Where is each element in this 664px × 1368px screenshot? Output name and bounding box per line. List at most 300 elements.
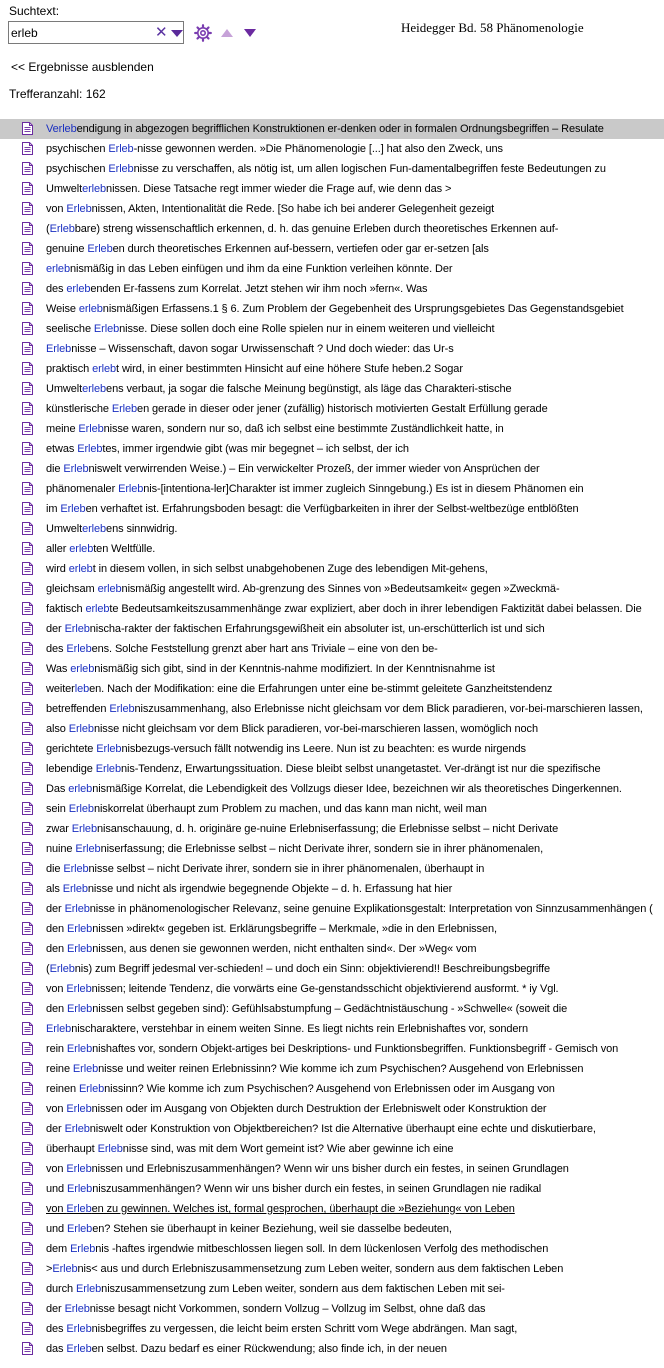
result-text-before: psychischen (46, 143, 109, 155)
result-text-before: wird (46, 563, 69, 575)
document-icon (22, 222, 33, 235)
result-row[interactable] (0, 559, 664, 579)
result-row[interactable] (0, 1299, 664, 1319)
result-row[interactable] (0, 579, 664, 599)
result-row[interactable] (0, 1099, 664, 1119)
result-text-after: niserfassung; die Erlebnisse selbst – nicht Derivate ihrer, sondern sie in ihrer phänomenalen, (100, 843, 544, 855)
result-text-after: nismäßig angestellt wird. Ab-grenzung des Sinnes von »Bedeutsamkeit« gegen »Zweckmä- (121, 583, 560, 595)
result-row[interactable] (0, 919, 664, 939)
result-text-before: faktisch (46, 603, 86, 615)
document-icon (22, 742, 33, 755)
search-hit: Erleb (64, 623, 90, 635)
result-text-after: ens sinnwidrig. (106, 523, 178, 535)
result-text-after: nis) zum Begriff jedesmal ver-schieden! – und doch ein Sinn: objektivierend!! Beschreibungsbegriffe (74, 963, 550, 975)
search-hit: erleb (85, 603, 110, 615)
document-icon (22, 602, 33, 615)
search-hit: Erleb (64, 903, 90, 915)
search-hit: Erleb (67, 1183, 93, 1195)
result-text-after: nismäßige Korrelat, die Lebendigkeit des Vollzugs dieser Idee, bezeichnen wir als theoretisches Dingerkennen. (92, 783, 622, 795)
result-text-before: rein (46, 1043, 67, 1055)
result-text-after: en. Nach der Modifikation: eine die Erfahrungen unter eine be-stimmt geleitete Ganzheitstendenz (89, 683, 553, 695)
result-row[interactable] (0, 319, 664, 339)
document-icon (22, 722, 33, 735)
hit-count: Trefferanzahl: 162 (9, 87, 106, 101)
result-text (46, 483, 584, 495)
search-hit: erleb (66, 283, 91, 295)
search-hit: Erleb (78, 423, 104, 435)
search-hit: Erleb (96, 743, 122, 755)
result-text-after: nisse nicht gleichsam vor dem Blick paradieren, vor-bei-marschieren lassen, womöglich noch (93, 723, 538, 735)
result-text-after: nisse und weiter reinen Erlebnissinn? Wie komme ich zum Psychischen? Ausgehend von Erlebnissen (98, 1063, 584, 1075)
result-row[interactable] (0, 1119, 664, 1139)
result-row[interactable] (0, 479, 664, 499)
result-text (46, 803, 487, 815)
result-text (46, 1343, 447, 1355)
search-hit: Erleb (108, 143, 134, 155)
result-text-before: von (46, 1203, 67, 1215)
result-text (46, 1323, 517, 1335)
document-icon (22, 1022, 33, 1035)
result-row[interactable] (0, 819, 664, 839)
document-icon (22, 882, 33, 895)
result-text-before: von (46, 983, 67, 995)
result-row[interactable] (0, 1199, 664, 1219)
result-text-after: nishaftes vor, sondern Objekt-artiges bei Deskriptions- und Funktionsbegriffen. Funktionsbegriff - Gemisch von (92, 1043, 619, 1055)
result-row[interactable] (0, 619, 664, 639)
result-text (46, 263, 452, 275)
search-hit: Verleb (46, 123, 77, 135)
document-icon (22, 382, 33, 395)
result-text-before: genuine (46, 243, 88, 255)
search-hit: Erleb (111, 403, 138, 415)
result-row[interactable] (0, 659, 664, 679)
search-hit: Erleb (67, 923, 93, 935)
document-icon (22, 762, 33, 775)
result-text-after: nischaraktere, verstehbar in einem weiten Sinne. Es liegt nichts rein Erlebnishaftes vor, sondern (71, 1023, 529, 1035)
search-hit: Erleb (67, 1003, 93, 1015)
result-text (46, 143, 503, 155)
result-text-after: nis< aus und durch Erlebniszusammensetzung zum Leben weiter, sondern aus dem faktischen Leben (77, 1263, 564, 1275)
result-row[interactable] (0, 719, 664, 739)
result-text-after: nisse sind, was mit dem Wort gemeint ist? Wie aber gewinne ich eine (122, 1143, 454, 1155)
result-text (46, 843, 543, 855)
result-text-after: t wird, in einer bestimmten Hinsicht auf eine höhere Stufe heben.2 Sogar (116, 363, 463, 375)
result-row[interactable] (0, 139, 664, 159)
result-text (46, 423, 504, 435)
result-row[interactable] (0, 999, 664, 1019)
search-hit: Erleb (77, 443, 103, 455)
result-text-before: also (46, 723, 69, 735)
search-input[interactable] (11, 24, 151, 41)
result-row[interactable] (0, 339, 664, 359)
result-text-before: reine (46, 1063, 73, 1075)
search-hit: Erleb (68, 803, 94, 815)
result-text-after: niszusammenhängen? Wenn wir uns bisher durch ein festes, in seinen Grundlagen nie radikal (92, 1183, 542, 1195)
document-icon (22, 842, 33, 855)
result-text-before: und (46, 1223, 68, 1235)
result-row[interactable] (0, 159, 664, 179)
search-hit: Erleb (49, 223, 75, 235)
close-icon[interactable]: ✕ (155, 24, 168, 41)
results-list[interactable] (0, 119, 664, 1359)
result-text-after: -nisse gewonnen werden. »Die Phänomenologie [...] hat also den Zweck, uns (133, 143, 503, 155)
result-row[interactable] (0, 599, 664, 619)
document-icon (22, 442, 33, 455)
result-row[interactable] (0, 399, 664, 419)
result-text-before: der (46, 1123, 65, 1135)
result-text-before: etwas (46, 443, 78, 455)
result-row[interactable] (0, 379, 664, 399)
document-icon (22, 302, 33, 315)
result-text-after: en selbst. Dazu bedarf es einer Rückwendung; also finde ich, in der neuen (91, 1343, 447, 1355)
search-hit: Erleb (67, 1223, 93, 1235)
result-row[interactable] (0, 699, 664, 719)
search-hit: leb (74, 683, 90, 695)
result-row[interactable] (0, 1339, 664, 1359)
search-hit: Erleb (71, 823, 97, 835)
result-text (46, 623, 545, 635)
result-text (46, 1143, 453, 1155)
result-row[interactable] (0, 859, 664, 879)
result-text-before: der (46, 1303, 65, 1315)
result-row[interactable] (0, 1219, 664, 1239)
result-text-before: ( (46, 223, 50, 235)
result-text-after: nisse in phänomenologischer Relevanz, seine genuine Explikationsgestalt: Interpretation von Sinnzusammenhängen ( (89, 903, 653, 915)
result-text-before: den (46, 943, 68, 955)
search-hit: erleb (68, 563, 93, 575)
result-text-after: t in diesem vollen, in sich selbst unabgehobenen Zuge des lebendigen Mit-gehens, (92, 563, 488, 575)
result-text (46, 1303, 485, 1315)
search-hit: erleb (70, 663, 95, 675)
document-icon (22, 1122, 33, 1135)
search-hit: Erleb (118, 483, 144, 495)
result-text-before: die (46, 463, 64, 475)
result-text-after: nisse waren, sondern nur so, daß ich selbst eine bestimmte Zuständlichkeit hatte, in (103, 423, 504, 435)
result-text-before: künstlerische (46, 403, 112, 415)
search-hit: Erleb (108, 163, 134, 175)
search-hit: Erleb (49, 963, 75, 975)
result-text-before: > (46, 1263, 53, 1275)
search-hit: Erleb (66, 1163, 92, 1175)
result-text-before: von (46, 203, 67, 215)
result-text-after: nissen. Diese Tatsache regt immer wieder die Frage auf, wie denn das > (106, 183, 452, 195)
result-text-before: Was (46, 663, 71, 675)
result-text-after: enden Er-fassens zum Korrelat. Jetzt stehen wir ihm noch »fern«. Was (90, 283, 428, 295)
result-text (46, 243, 489, 255)
result-text-before: des (46, 1323, 67, 1335)
document-icon (22, 1082, 33, 1095)
result-text-before: lebendige (46, 763, 96, 775)
search-hit: erleb (78, 303, 103, 315)
document-icon (22, 1062, 33, 1075)
search-hit: Erleb (68, 723, 94, 735)
result-row[interactable] (0, 1019, 664, 1039)
result-text-before: Umwelt (46, 183, 83, 195)
result-text-after: nisse selbst – nicht Derivate ihrer, sondern sie in ihrer phänomenalen, überhaupt in (88, 863, 485, 875)
result-row[interactable] (0, 1139, 664, 1159)
document-icon (22, 542, 33, 555)
result-text-after: nissinn? Wie komme ich zum Psychischen? Ausgehend von Erlebnissen oder im Ausgang von (104, 1083, 555, 1095)
document-icon (22, 122, 33, 135)
result-row[interactable] (0, 879, 664, 899)
document-icon (22, 262, 33, 275)
document-icon (22, 1282, 33, 1295)
result-text-after: en durch theoretisches Erkennen auf-bessern, vertiefen oder gar er-setzen [als (112, 243, 489, 255)
document-icon (22, 462, 33, 475)
result-row[interactable] (0, 419, 664, 439)
result-text-before: sein (46, 803, 69, 815)
result-text (46, 343, 454, 355)
result-text-before: phänomenaler (46, 483, 119, 495)
result-row[interactable] (0, 1279, 664, 1299)
result-text-before: Weise (46, 303, 79, 315)
result-text-before: Umwelt (46, 383, 83, 395)
document-icon (22, 202, 33, 215)
result-text-before: gleichsam (46, 583, 98, 595)
document-icon (22, 1162, 33, 1175)
document-icon (22, 642, 33, 655)
document-icon (22, 482, 33, 495)
document-icon (22, 582, 33, 595)
search-hit: erleb (97, 583, 122, 595)
result-row[interactable] (0, 1079, 664, 1099)
result-text-after: nisse – Wissenschaft, davon sogar Urwissenschaft ? Und doch wieder: das Ur-s (71, 343, 454, 355)
document-icon (22, 942, 33, 955)
document-icon (22, 522, 33, 535)
result-text (46, 203, 494, 215)
result-text-after: te Bedeutsamkeitszusammenhänge zwar expliziert, aber doch in ihrer lebendigen Faktizität dabei belassen. Die (109, 603, 642, 615)
document-icon (22, 822, 33, 835)
document-icon (22, 1322, 33, 1335)
result-text (46, 783, 622, 795)
result-text (46, 1123, 596, 1135)
result-text (46, 863, 484, 875)
hide-results-link[interactable]: << Ergebnisse ausblenden (11, 60, 154, 74)
result-text-after: nismäßig in das Leben einfügen und ihm da eine Funktion verleihen könnte. Der (69, 263, 453, 275)
document-icon (22, 422, 33, 435)
search-hit: erleb (46, 263, 70, 275)
result-text-before: nuine (46, 843, 76, 855)
result-text (46, 663, 495, 675)
result-text-after: tes, immer irgendwie gibt (was mir begegnet – ich selbst, der ich (102, 443, 409, 455)
document-icon (22, 782, 33, 795)
document-icon (22, 982, 33, 995)
search-combobox[interactable] (8, 21, 184, 44)
document-icon (22, 142, 33, 155)
result-row[interactable] (0, 759, 664, 779)
search-hit: Erleb (97, 1143, 123, 1155)
result-text (46, 1223, 452, 1235)
document-icon (22, 1042, 33, 1055)
book-title: Heidegger Bd. 58 Phänomenologie (401, 20, 584, 35)
search-hit: Erleb (95, 763, 121, 775)
search-hit: Erleb (70, 1243, 96, 1255)
result-text-after: nis-Tendenz, Erwartungssituation. Diese bleibt selbst unangetastet. Ver-drängt ist nur die spezifische (120, 763, 601, 775)
result-text-after: nissen und Erlebniszusammenhängen? Wenn wir uns bisher durch ein festes, in seinen Grundlagen (91, 1163, 569, 1175)
result-text (46, 963, 550, 975)
result-row[interactable] (0, 1319, 664, 1339)
search-hit: Erleb (52, 1263, 78, 1275)
result-row[interactable] (0, 179, 664, 199)
result-text-after: nis -haftes irgendwie mitbeschlossen liegen soll. In dem lückenlosen Verfolg des methodischen (95, 1243, 549, 1255)
result-text (46, 1063, 583, 1075)
result-row[interactable] (0, 359, 664, 379)
result-row[interactable] (0, 1059, 664, 1079)
result-text (46, 763, 601, 775)
result-text-after: nismäßigen Erfassens.1 § 6. Zum Problem der Gegebenheit des Ursprungsgebietes Das Gegenstandsgebiet (102, 303, 624, 315)
result-text (46, 583, 560, 595)
result-text (46, 723, 538, 735)
result-row[interactable] (0, 779, 664, 799)
result-row[interactable] (0, 979, 664, 999)
search-hit: erleb (82, 523, 107, 535)
result-text-before: durch (46, 1283, 76, 1295)
arrow-down-icon[interactable] (244, 29, 256, 37)
document-icon (22, 502, 33, 515)
result-text (46, 563, 488, 575)
search-hit: Erleb (63, 463, 89, 475)
result-row[interactable] (0, 959, 664, 979)
result-text (46, 543, 155, 555)
search-hit: Erleb (60, 503, 86, 515)
search-hit: Erleb (66, 1203, 92, 1215)
result-text-after: en verhaftet ist. Erfahrungsboden besagt: die Verfügbarkeiten in ihrer der Selbst-weltbezüge entblößten (85, 503, 579, 515)
result-row[interactable] (0, 519, 664, 539)
search-hit: Erleb (66, 983, 92, 995)
result-row[interactable] (0, 219, 664, 239)
chevron-down-icon[interactable] (171, 30, 183, 37)
result-row[interactable] (0, 279, 664, 299)
result-text (46, 903, 653, 915)
result-row[interactable] (0, 739, 664, 759)
result-text-before: der (46, 903, 65, 915)
result-text-after: nissen selbst gegeben sind): Gefühlsabstumpfung – Gedächtnistäuschung - »Schwelle« (soweit die (92, 1003, 568, 1015)
document-icon (22, 1342, 33, 1355)
result-text-before: gerichtete (46, 743, 97, 755)
search-label: Suchtext: (9, 4, 60, 18)
document-icon (22, 1262, 33, 1275)
search-hit: erleb (68, 783, 93, 795)
result-row[interactable] (0, 119, 664, 139)
result-row[interactable] (0, 1259, 664, 1279)
result-text-after: nisbegriffes zu vergessen, die leicht beim ersten Schritt vom Wege abdrängen. Man sagt, (91, 1323, 518, 1335)
result-row[interactable] (0, 899, 664, 919)
arrow-up-icon[interactable] (221, 29, 233, 37)
result-text (46, 943, 476, 955)
result-row[interactable] (0, 459, 664, 479)
document-icon (22, 162, 33, 175)
result-text (46, 403, 548, 415)
result-text-before: des (46, 283, 67, 295)
result-row[interactable] (0, 799, 664, 819)
result-text (46, 283, 427, 295)
result-text-after: nissen, aus denen sie gewonnen werden, nicht enthalten sind«. Der »Weg« vom (92, 943, 477, 955)
result-text-after: nismäßig sich gibt, sind in der Kenntnis-nahme modifiziert. In der Kenntnisnahme ist (94, 663, 495, 675)
result-text-after: en gerade in dieser oder jener (zufällig) historisch motivierten Gestalt Erfüllung gerade (137, 403, 548, 415)
search-hit: Erleb (66, 1323, 92, 1335)
document-icon (22, 862, 33, 875)
document-icon (22, 182, 33, 195)
result-row[interactable] (0, 639, 664, 659)
result-text (46, 703, 643, 715)
result-text (46, 1263, 563, 1275)
result-text-after: nisse. Diese sollen doch eine Rolle spielen nur in einem weiteren und vielleicht (119, 323, 495, 335)
document-icon (22, 282, 33, 295)
result-text (46, 683, 552, 695)
result-text-after: ens verbaut, ja sogar die falsche Meinung begünstigt, als läge das Charakteri-stische (106, 383, 512, 395)
result-row[interactable] (0, 439, 664, 459)
result-text (46, 463, 540, 475)
document-icon (22, 1142, 33, 1155)
result-row[interactable] (0, 679, 664, 699)
result-text-after: endigung in abgezogen begrifflichen Konstruktionen er-denken oder in formalen Ordnungsbegriffen – Resulate (76, 123, 604, 135)
result-row[interactable] (0, 1039, 664, 1059)
result-row[interactable] (0, 1179, 664, 1199)
result-row[interactable] (0, 939, 664, 959)
result-text-before: die (46, 863, 64, 875)
result-text-after: niszusammensetzung zum Leben weiter, sondern aus dem faktischen Leben mit sei- (101, 1283, 505, 1295)
gear-icon[interactable] (194, 24, 212, 42)
search-hit: Erleb (75, 1283, 102, 1295)
search-hit: erleb (69, 543, 94, 555)
result-text (46, 823, 558, 835)
result-text (46, 643, 438, 655)
search-hit: erleb (92, 363, 117, 375)
result-text (46, 383, 512, 395)
result-text (46, 123, 604, 135)
document-icon (22, 1222, 33, 1235)
result-text-before: meine (46, 423, 79, 435)
result-text-before: des (46, 643, 67, 655)
result-text (46, 1103, 546, 1115)
result-row[interactable] (0, 839, 664, 859)
result-text-after: nissen »direkt« gegeben ist. Erklärungsbegriffe – Merkmale, »die in den Erlebnissen, (92, 923, 497, 935)
result-text (46, 1183, 541, 1195)
search-hit: Erleb (66, 1343, 92, 1355)
document-icon (22, 1002, 33, 1015)
result-row[interactable] (0, 1159, 664, 1179)
result-row[interactable] (0, 199, 664, 219)
search-hit: Erleb (66, 1043, 93, 1055)
result-text-after: niswelt oder Konstruktion von Objektbereichen? Ist die Alternative überhaupt eine echte und diskutierbare, (89, 1123, 596, 1135)
result-text (46, 1203, 515, 1215)
result-text-before: der (46, 623, 65, 635)
result-row[interactable] (0, 499, 664, 519)
result-text-before: zwar (46, 823, 72, 835)
result-text (46, 883, 452, 895)
result-text (46, 923, 497, 935)
result-row[interactable] (0, 259, 664, 279)
document-icon (22, 1242, 33, 1255)
result-text-after: nisbezugs-versuch fällt notwendig ins Leere. Nun ist zu beachten: es wurde nirgends (121, 743, 526, 755)
result-text (46, 1083, 555, 1095)
search-hit: Erleb (66, 1103, 92, 1115)
result-text-before: den (46, 1003, 68, 1015)
search-hit: Erleb (46, 343, 72, 355)
document-icon (22, 1182, 33, 1195)
result-text-before: reinen (46, 1083, 79, 1095)
result-text-before: praktisch (46, 363, 93, 375)
result-text (46, 303, 624, 315)
result-row[interactable] (0, 1239, 664, 1259)
result-row[interactable] (0, 239, 664, 259)
result-text-before: weiter (46, 683, 75, 695)
result-row[interactable] (0, 299, 664, 319)
result-text (46, 183, 451, 195)
result-text-before: überhaupt (46, 1143, 98, 1155)
result-text-before: von (46, 1103, 67, 1115)
result-row[interactable] (0, 539, 664, 559)
